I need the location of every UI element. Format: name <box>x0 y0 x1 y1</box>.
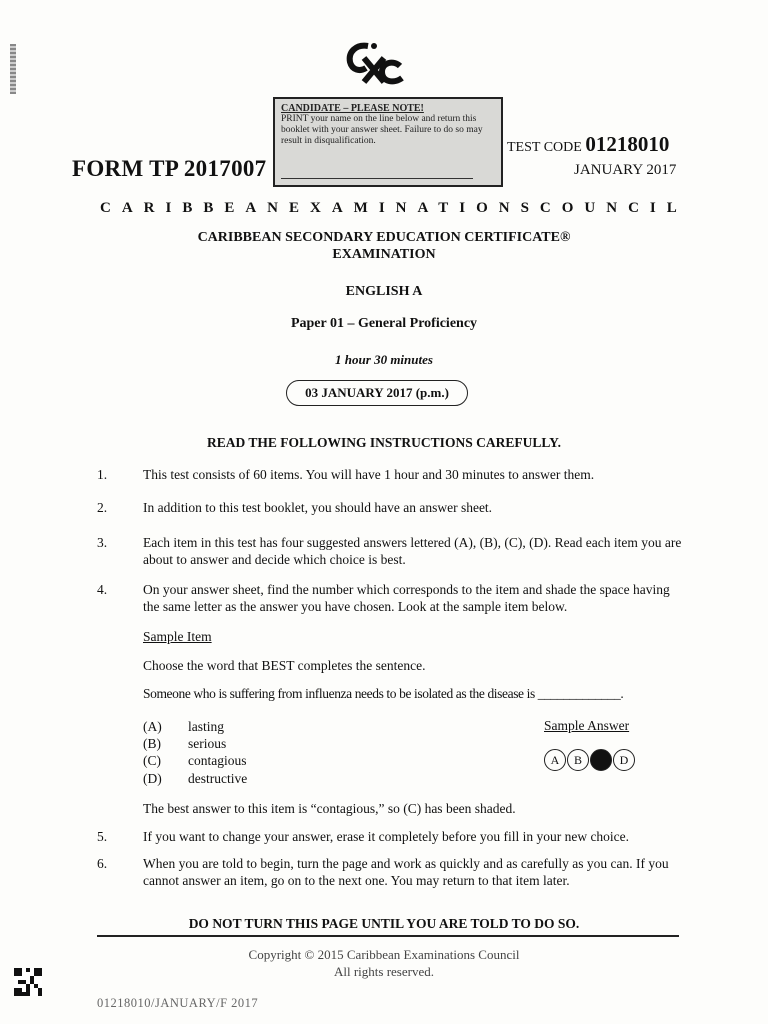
instruction-number: 2. <box>97 500 108 515</box>
paper-title: Paper 01 – General Proficiency <box>290 316 478 331</box>
instruction-text: Each item in this test has four suggested answers lettered (A), (B), (C), (D). Read each item you are about to answer and decide which choice is best. <box>143 535 682 567</box>
instruction-text: In addition to this test booklet, you should have an answer sheet. <box>143 500 493 515</box>
copyright-line: Copyright © 2015 Caribbean Examinations Council <box>248 947 520 962</box>
answer-bubble-a: A <box>544 749 566 771</box>
test-code <box>507 132 669 157</box>
footer-code: 01218010/JANUARY/F 2017 <box>97 996 259 1010</box>
answer-bubble-b: B <box>567 749 589 771</box>
do-not-turn-notice: DO NOT TURN THIS PAGE UNTIL YOU ARE TOLD TO DO SO. <box>188 916 580 931</box>
council-name <box>100 200 688 217</box>
instruction-number: 3. <box>97 535 108 550</box>
sample-option <box>143 770 247 787</box>
sample-option <box>143 752 247 769</box>
subject-title: ENGLISH A <box>345 284 423 299</box>
option-letter: (A) <box>143 719 162 734</box>
sample-option <box>143 718 224 735</box>
instruction-number: 6. <box>97 856 108 871</box>
cxc-logo-icon <box>338 38 410 88</box>
sample-prompt: Choose the word that BEST completes the sentence. <box>143 658 426 673</box>
option-letter: (C) <box>143 753 161 768</box>
scan-artifact <box>10 44 16 94</box>
sample-option <box>143 735 226 752</box>
option-text: contagious <box>188 753 247 768</box>
exam-month: JANUARY 2017 <box>574 162 677 178</box>
form-code: FORM TP 2017007 <box>72 156 267 181</box>
option-letter: (D) <box>143 771 162 786</box>
instruction-number: 1. <box>97 467 108 482</box>
test-code-value: 01218010 <box>585 132 670 156</box>
duration: 1 hour 30 minutes <box>335 352 433 367</box>
examination-line: EXAMINATION <box>332 247 436 262</box>
sample-heading: Sample Item <box>143 629 212 644</box>
sample-answer-bubbles <box>544 749 635 771</box>
rights-line: All rights reserved. <box>333 964 434 979</box>
copyright-notice <box>0 946 768 980</box>
option-text: lasting <box>188 719 224 734</box>
note-title: CANDIDATE – PLEASE NOTE! <box>281 103 424 114</box>
option-text: serious <box>188 736 227 751</box>
instruction-number: 4. <box>97 582 108 597</box>
barcode-icon <box>14 968 42 996</box>
sample-explanation: The best answer to this item is “contagious,” so (C) has been shaded. <box>143 801 516 816</box>
sample-sentence: Someone who is suffering from influenza needs to be isolated as the disease is _____________. <box>143 686 624 701</box>
option-letter: (B) <box>143 736 161 751</box>
council-word: COUNCIL <box>539 200 688 216</box>
instruction-text: If you want to change your answer, erase it completely before you fill in your new choice. <box>143 829 630 844</box>
note-body: PRINT your name on the line below and return this booklet with your answer sheet. Failure to do so may result in disqualification. <box>281 114 483 146</box>
name-line[interactable] <box>281 178 473 179</box>
option-text: destructive <box>188 771 248 786</box>
sample-answer-heading: Sample Answer <box>544 718 630 733</box>
certificate-line: CARIBBEAN SECONDARY EDUCATION CERTIFICATE® <box>197 230 571 245</box>
instructions-heading: READ THE FOLLOWING INSTRUCTIONS CAREFULLY. <box>207 435 561 450</box>
answer-bubble-c-shaded <box>590 749 612 771</box>
candidate-note-box <box>273 97 503 187</box>
exam-date: 03 JANUARY 2017 (p.m.) <box>286 380 468 406</box>
test-code-label: TEST CODE <box>507 140 582 155</box>
instruction-text: On your answer sheet, find the number which corresponds to the item and shade the space having the same letter as the answer you have chosen. Look at the sample item below. <box>143 582 670 614</box>
instruction-number: 5. <box>97 829 108 844</box>
certificate-title <box>0 229 768 263</box>
council-word: CARIBBEAN <box>100 200 290 216</box>
divider <box>97 935 679 937</box>
council-word: EXAMINATIONS <box>289 200 540 216</box>
instruction-text: This test consists of 60 items. You will have 1 hour and 30 minutes to answer them. <box>143 467 595 482</box>
instruction-text: When you are told to begin, turn the page and work as quickly and as carefully as you can. If you cannot answer an item, go on to the next one. You may return to that item later. <box>143 856 669 888</box>
answer-bubble-d: D <box>613 749 635 771</box>
